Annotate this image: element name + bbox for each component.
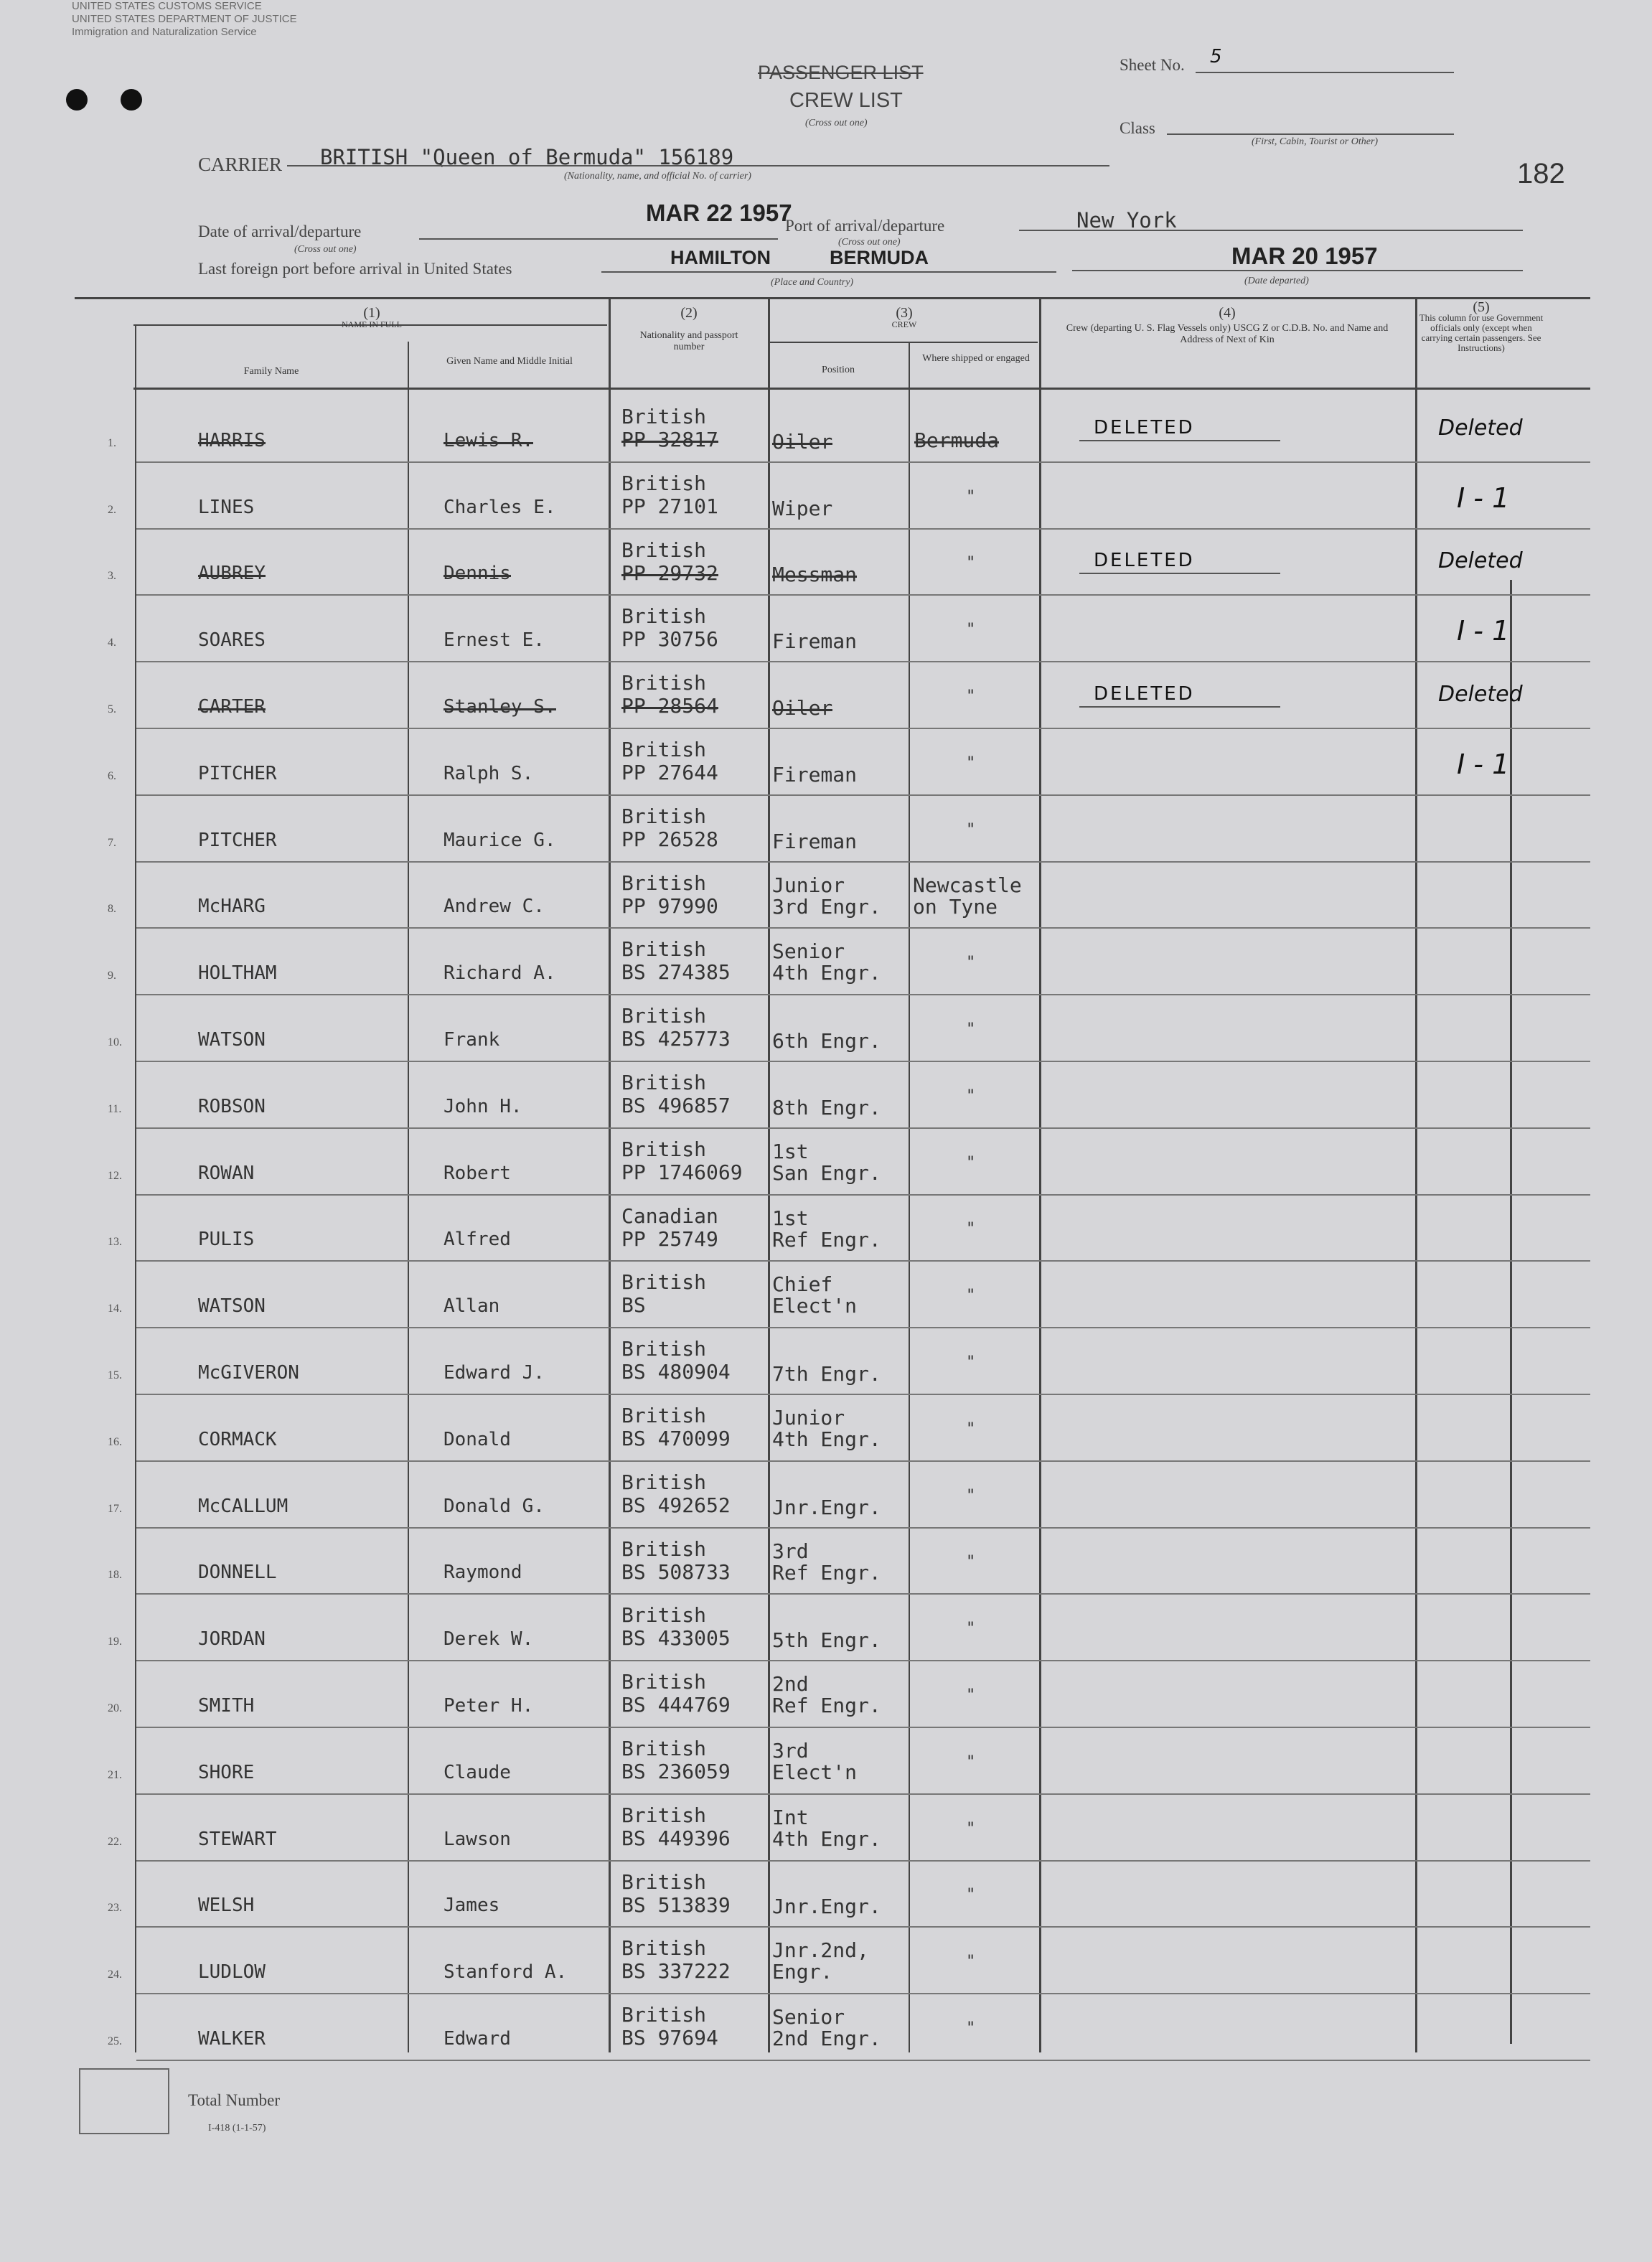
given-name: Raymond — [443, 1562, 522, 1583]
position-line1: Chief — [772, 1272, 833, 1296]
passport-number: BS 433005 — [621, 1626, 731, 1650]
position-line2: 4th Engr. — [772, 1427, 881, 1451]
position: Jnr.Engr. — [772, 1895, 881, 1918]
given-name: Alfred — [443, 1229, 511, 1250]
given-name: Frank — [443, 1029, 500, 1051]
col3-title: CREW — [891, 319, 917, 329]
row-rule — [136, 594, 1590, 596]
carrier-label: CARRIER — [198, 154, 283, 175]
position-line1: Int — [772, 1806, 809, 1829]
nationality: British — [621, 604, 707, 628]
given-name: Donald G. — [443, 1496, 545, 1517]
nationality: British — [621, 1470, 707, 1494]
carrier-value: BRITISH "Queen of Bermuda" 156189 — [320, 145, 734, 169]
row-number: 25. — [108, 2035, 122, 2047]
row-number: 17. — [108, 1503, 122, 1515]
row-rule — [136, 728, 1590, 729]
family-name: SHORE — [198, 1762, 255, 1783]
deleted-underline — [1079, 440, 1280, 441]
ditto-mark: " — [966, 1886, 976, 1904]
row-rule — [136, 461, 1590, 463]
family-name: McGIVERON — [198, 1362, 299, 1384]
last-port-label: Last foreign port before arrival in United States — [198, 260, 512, 278]
position-line1: 3rd — [772, 1539, 809, 1563]
nationality: British — [621, 1137, 707, 1161]
passport-number: BS 425773 — [621, 1027, 731, 1051]
row-rule — [136, 2060, 1590, 2061]
nationality: British — [621, 1936, 707, 1960]
row-number: 13. — [108, 1236, 122, 1248]
family-name: STEWART — [198, 1829, 277, 1850]
nationality: Canadian — [621, 1204, 718, 1228]
family-name: McCALLUM — [198, 1496, 288, 1517]
nationality: British — [621, 1737, 707, 1760]
last-port-city: HAMILTON — [670, 247, 771, 268]
given-name: Andrew C. — [443, 896, 545, 917]
deleted-mark: Deleted — [1438, 682, 1523, 707]
row-rule — [136, 1593, 1590, 1595]
row-number: 22. — [108, 1836, 122, 1848]
ditto-mark: " — [966, 1220, 976, 1238]
family-name: SMITH — [198, 1695, 255, 1717]
deleted-note: DELETED — [1094, 683, 1195, 705]
agency-stamp — [72, 0, 297, 39]
nationality: British — [621, 1670, 707, 1694]
row-rule — [136, 661, 1590, 662]
inspection-mark: I - 1 — [1457, 615, 1510, 647]
position-line2: 4th Engr. — [772, 961, 881, 985]
col4-title: Crew (departing U. S. Flag Vessels only) USCG Z or C.D.B. No. and Name and Address of Next of Kin — [1066, 323, 1389, 345]
nationality: British — [621, 871, 707, 895]
family-name: WATSON — [198, 1295, 266, 1317]
given-name: Derek W. — [443, 1628, 534, 1650]
nationality: British — [621, 2003, 707, 2027]
row-rule — [136, 1460, 1590, 1462]
col1-title: NAME IN FULL — [342, 319, 402, 329]
family-name: CARTER — [198, 696, 266, 718]
ditto-mark: " — [966, 1553, 976, 1571]
deleted-note: DELETED — [1094, 417, 1195, 438]
passport-number: BS 470099 — [621, 1427, 731, 1450]
departed-date-stamp: MAR 20 1957 — [1231, 243, 1378, 269]
sheet-value: 5 — [1210, 46, 1222, 67]
row-rule — [136, 1327, 1590, 1328]
family-name: HARRIS — [198, 430, 266, 451]
given-name: John H. — [443, 1096, 522, 1117]
ditto-mark: " — [966, 954, 976, 972]
position-line2: Ref Engr. — [772, 1228, 881, 1252]
given-name: Ernest E. — [443, 629, 545, 651]
shipped-at: Bermuda — [914, 428, 1000, 452]
given-name: Donald — [443, 1429, 511, 1450]
ditto-mark: " — [966, 554, 976, 572]
row-rule — [136, 1127, 1590, 1129]
last-port-note: (Place and Country) — [771, 277, 854, 288]
given-name: James — [443, 1895, 500, 1916]
class-note: (First, Cabin, Tourist or Other) — [1252, 136, 1379, 147]
given-name: Charles E. — [443, 497, 556, 518]
passport-number: PP 27101 — [621, 494, 718, 518]
passport-number: PP 32817 — [621, 428, 718, 451]
given-name: Peter H. — [443, 1695, 534, 1717]
nationality: British — [621, 937, 707, 961]
port-value: New York — [1076, 208, 1177, 233]
punch-hole — [121, 89, 142, 111]
passport-number: BS 492652 — [621, 1493, 731, 1517]
row-number: 21. — [108, 1769, 122, 1781]
family-name: JORDAN — [198, 1628, 266, 1650]
position: Fireman — [772, 763, 858, 787]
position: 6th Engr. — [772, 1029, 881, 1053]
position: 7th Engr. — [772, 1362, 881, 1386]
form-title-note: (Cross out one) — [805, 118, 868, 128]
position-line2: Ref Engr. — [772, 1694, 881, 1717]
ditto-mark: " — [966, 1953, 976, 1971]
family-name: PULIS — [198, 1229, 255, 1250]
passport-number: BS 508733 — [621, 1560, 731, 1584]
position: Jnr.Engr. — [772, 1496, 881, 1519]
position: Oiler — [772, 696, 833, 720]
passport-number: BS 274385 — [621, 960, 731, 984]
inspection-mark: I - 1 — [1457, 748, 1510, 780]
deleted-mark: Deleted — [1438, 548, 1523, 573]
passport-number: BS 480904 — [621, 1360, 731, 1384]
passport-number: PP 26528 — [621, 827, 718, 851]
ditto-mark: " — [966, 1420, 976, 1438]
row-number: 3. — [108, 570, 116, 582]
passport-number: BS — [621, 1293, 646, 1317]
position-line2: San Engr. — [772, 1161, 881, 1185]
nationality: British — [621, 1071, 707, 1094]
ditto-mark: " — [966, 1753, 976, 1771]
sheet-label: Sheet No. — [1120, 56, 1185, 74]
total-number-box — [79, 2068, 169, 2134]
position-line1: 3rd — [772, 1739, 809, 1763]
family-name: DONNELL — [198, 1562, 277, 1583]
shipped-header: Where shipped or engaged — [922, 353, 1030, 364]
col1-header — [136, 307, 607, 330]
agency-line: UNITED STATES CUSTOMS SERVICE — [72, 0, 262, 12]
row-number: 7. — [108, 837, 116, 849]
given-name: Lawson — [443, 1829, 511, 1850]
nationality: British — [621, 471, 707, 495]
ditto-mark: " — [966, 1487, 976, 1505]
position-line1: Junior — [772, 1406, 845, 1430]
row-number: 11. — [108, 1103, 122, 1115]
row-rule — [136, 1260, 1590, 1262]
given-name: Edward J. — [443, 1362, 545, 1384]
form-code: I-418 (1-1-57) — [208, 2123, 266, 2134]
nationality: British — [621, 405, 707, 428]
passport-number: PP 97990 — [621, 894, 718, 918]
row-rule — [136, 1194, 1590, 1196]
passport-number: BS 337222 — [621, 1959, 731, 1983]
port-label: Port of arrival/departure — [785, 217, 945, 235]
row-number: 18. — [108, 1569, 122, 1581]
row-number: 10. — [108, 1036, 122, 1048]
row-number: 5. — [108, 703, 116, 715]
last-port-country: BERMUDA — [830, 247, 929, 268]
given-name: Robert — [443, 1163, 511, 1184]
departed-note: (Date departed) — [1244, 276, 1309, 286]
position-line1: Junior — [772, 873, 845, 897]
position-line1: Senior — [772, 2005, 845, 2029]
passport-number: BS 444769 — [621, 1693, 731, 1717]
ditto-mark: " — [966, 687, 976, 705]
row-number: 12. — [108, 1170, 122, 1182]
deleted-note: DELETED — [1094, 550, 1195, 571]
family-name: ROBSON — [198, 1096, 266, 1117]
agency-line: UNITED STATES DEPARTMENT OF JUSTICE — [72, 13, 297, 25]
col2-header — [611, 307, 766, 353]
form-title-struck: PASSENGER LIST — [758, 62, 924, 83]
given-name-header: Given Name and Middle Initial — [446, 356, 573, 367]
nationality: British — [621, 1270, 707, 1294]
position-line2: Elect'n — [772, 1294, 858, 1318]
row-number: 23. — [108, 1902, 122, 1914]
passport-number: BS 513839 — [621, 1893, 731, 1917]
passport-number: BS 236059 — [621, 1760, 731, 1783]
position-line1: Senior — [772, 939, 845, 963]
family-name: PITCHER — [198, 830, 277, 851]
nationality: British — [621, 1803, 707, 1827]
port-note: (Cross out one) — [838, 237, 901, 248]
given-name: Richard A. — [443, 962, 556, 984]
given-name: Stanley S. — [443, 696, 556, 718]
position-line2: Engr. — [772, 1960, 833, 1984]
family-name: PITCHER — [198, 763, 277, 784]
family-name: LUDLOW — [198, 1961, 266, 1983]
row-rule — [136, 1993, 1590, 1994]
nationality: British — [621, 671, 707, 695]
ditto-mark: " — [966, 2019, 976, 2037]
row-rule — [136, 1527, 1590, 1529]
nationality: British — [621, 1404, 707, 1427]
row-rule — [136, 1394, 1590, 1395]
position: Oiler — [772, 430, 833, 454]
passport-number: PP 30756 — [621, 627, 718, 651]
row-number: 24. — [108, 1968, 122, 1981]
given-name: Ralph S. — [443, 763, 534, 784]
page-number: 182 — [1517, 158, 1565, 189]
row-number: 1. — [108, 437, 116, 449]
nationality: British — [621, 804, 707, 828]
ditto-mark: " — [966, 1353, 976, 1371]
row-rule — [136, 994, 1590, 995]
col5-title: This column for use Government officials only (except when carrying certain passengers. See Instructions) — [1419, 312, 1544, 353]
position-line1: 1st — [772, 1140, 809, 1163]
ditto-mark: " — [966, 488, 976, 506]
ditto-mark: " — [966, 621, 976, 639]
nationality: British — [621, 1337, 707, 1361]
family-name: CORMACK — [198, 1429, 277, 1450]
shipped-line1: Newcastle — [913, 873, 1022, 897]
row-number: 2. — [108, 504, 116, 516]
nationality: British — [621, 738, 707, 761]
row-rule — [136, 861, 1590, 863]
col1-number: (1) — [363, 305, 380, 321]
class-label: Class — [1120, 119, 1155, 137]
family-name: LINES — [198, 497, 255, 518]
given-name: Lewis R. — [443, 430, 534, 451]
col4-header — [1048, 307, 1407, 346]
punch-hole — [66, 89, 88, 111]
row-rule — [136, 1793, 1590, 1795]
given-name: Maurice G. — [443, 830, 556, 851]
family-name: WALKER — [198, 2028, 266, 2050]
row-number: 8. — [108, 903, 116, 915]
passport-number: PP 28564 — [621, 694, 718, 718]
position-line2: Elect'n — [772, 1760, 858, 1784]
given-name: Edward — [443, 2028, 511, 2050]
row-number: 19. — [108, 1636, 122, 1648]
passport-number: BS 449396 — [621, 1826, 731, 1850]
carrier-note: (Nationality, name, and official No. of carrier) — [564, 171, 751, 182]
row-rule — [136, 1926, 1590, 1928]
row-number: 15. — [108, 1369, 122, 1381]
row-number: 20. — [108, 1702, 122, 1714]
ditto-mark: " — [966, 1020, 976, 1038]
position: Wiper — [772, 497, 833, 520]
family-name: McHARG — [198, 896, 266, 917]
row-rule — [136, 1660, 1590, 1661]
col2-title: Nationality and passport number — [639, 330, 738, 352]
col5-header — [1418, 301, 1544, 353]
col2-number: (2) — [680, 305, 698, 321]
deleted-underline — [1079, 573, 1280, 574]
nationality: British — [621, 1004, 707, 1028]
shipped-line2: on Tyne — [913, 895, 998, 919]
nationality: British — [621, 538, 707, 562]
ditto-mark: " — [966, 821, 976, 839]
position: Fireman — [772, 830, 858, 853]
position-line2: 3rd Engr. — [772, 895, 881, 919]
family-name-header: Family Name — [243, 366, 299, 377]
row-number: 16. — [108, 1436, 122, 1448]
position-line2: Ref Engr. — [772, 1561, 881, 1585]
row-number: 6. — [108, 770, 116, 782]
passport-number: PP 25749 — [621, 1227, 718, 1251]
row-rule — [136, 927, 1590, 929]
row-rule — [136, 794, 1590, 796]
position-line1: 1st — [772, 1206, 809, 1230]
deleted-mark: Deleted — [1438, 416, 1523, 441]
row-rule — [136, 1727, 1590, 1728]
passport-number: PP 27644 — [621, 761, 718, 784]
position-line1: 2nd — [772, 1672, 809, 1696]
arrival-label: Date of arrival/departure — [198, 222, 362, 240]
agency-line: Immigration and Naturalization Service — [72, 26, 257, 38]
ditto-mark: " — [966, 754, 976, 772]
family-name: AUBREY — [198, 563, 266, 584]
position: Messman — [772, 563, 858, 586]
row-number: 9. — [108, 970, 116, 982]
ditto-mark: " — [966, 1820, 976, 1838]
ditto-mark: " — [966, 1287, 976, 1305]
total-label: Total Number — [188, 2091, 281, 2109]
col4-number: (4) — [1219, 305, 1236, 321]
col3-number: (3) — [896, 305, 913, 321]
col5-number: (5) — [1473, 299, 1490, 315]
passport-number: BS 97694 — [621, 2026, 718, 2050]
inspection-mark: I - 1 — [1457, 482, 1510, 514]
nationality: British — [621, 1537, 707, 1561]
ditto-mark: " — [966, 1686, 976, 1704]
position: Fireman — [772, 629, 858, 653]
arrival-note: (Cross out one) — [294, 244, 357, 255]
family-name: WELSH — [198, 1895, 255, 1916]
passport-number: PP 29732 — [621, 561, 718, 585]
deleted-underline — [1079, 706, 1280, 708]
ditto-mark: " — [966, 1087, 976, 1105]
arrival-date-stamp: MAR 22 1957 — [646, 200, 792, 226]
nationality: British — [621, 1603, 707, 1627]
row-rule — [136, 1061, 1590, 1062]
given-name: Allan — [443, 1295, 500, 1317]
family-name: SOARES — [198, 629, 266, 651]
passport-number: BS 496857 — [621, 1094, 731, 1117]
form-title: CREW LIST — [789, 89, 903, 112]
position-header: Position — [822, 365, 855, 375]
ditto-mark: " — [966, 1154, 976, 1172]
position-line2: 4th Engr. — [772, 1827, 881, 1851]
position-line1: Jnr.2nd, — [772, 1938, 869, 1962]
row-number: 4. — [108, 637, 116, 649]
row-rule — [136, 528, 1590, 530]
position-line2: 2nd Engr. — [772, 2027, 881, 2050]
row-rule — [136, 1860, 1590, 1862]
family-name: HOLTHAM — [198, 962, 277, 984]
family-name: WATSON — [198, 1029, 266, 1051]
given-name: Stanford A. — [443, 1961, 568, 1983]
family-name: ROWAN — [198, 1163, 255, 1184]
position: 5th Engr. — [772, 1628, 881, 1652]
row-number: 14. — [108, 1303, 122, 1315]
position: 8th Engr. — [772, 1096, 881, 1120]
col3-header — [769, 307, 1039, 330]
given-name: Dennis — [443, 563, 511, 584]
given-name: Claude — [443, 1762, 511, 1783]
nationality: British — [621, 1870, 707, 1894]
ditto-mark: " — [966, 1620, 976, 1638]
passport-number: PP 1746069 — [621, 1160, 743, 1184]
